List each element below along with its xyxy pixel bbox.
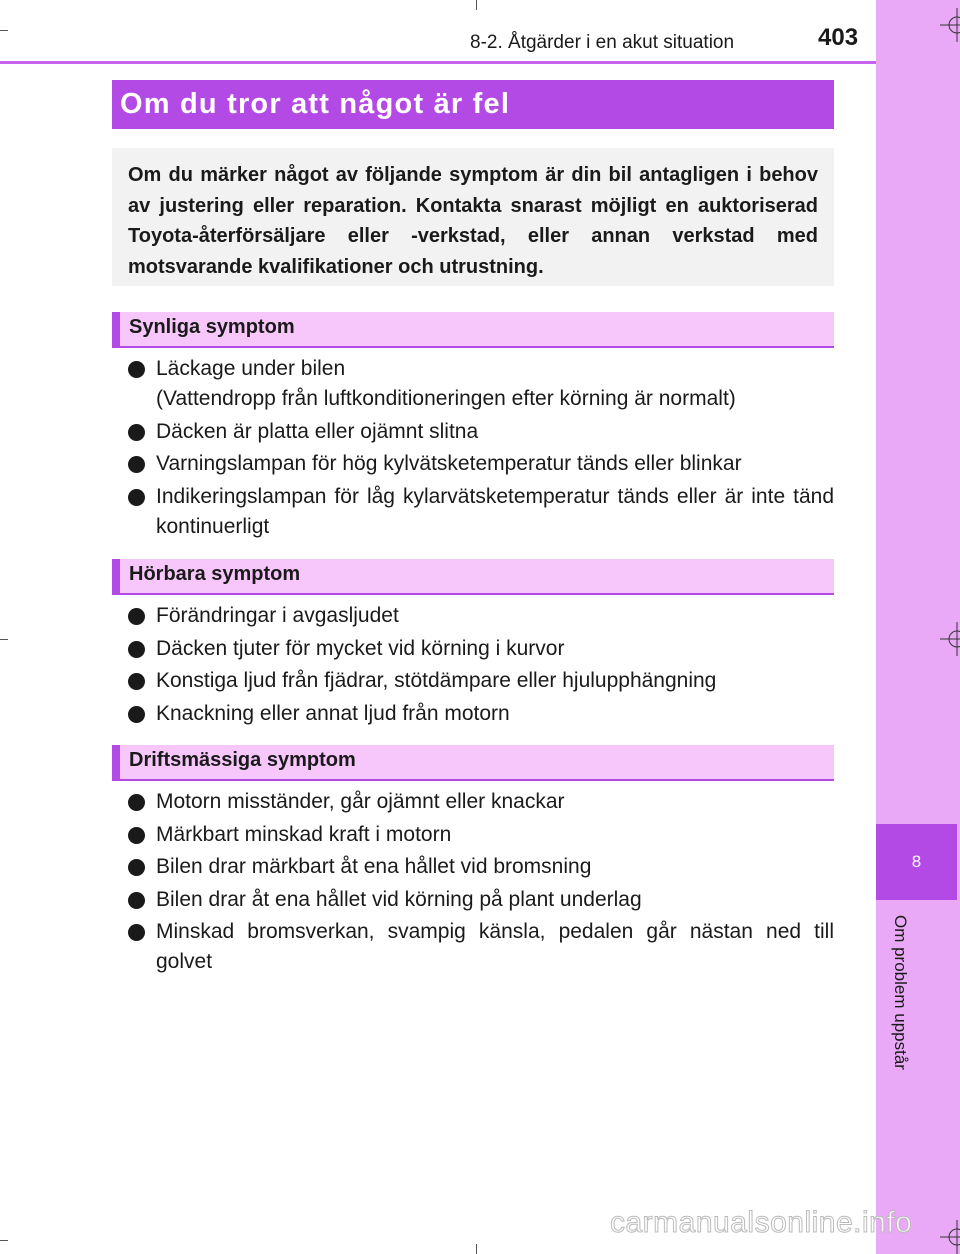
list-item-text: Märkbart minskad kraft i motorn xyxy=(156,822,452,846)
section-label: 8-2. Åtgärder i en akut situation xyxy=(470,32,735,53)
list-item xyxy=(128,852,834,882)
heading-accent-bar xyxy=(112,559,120,593)
bullet-icon xyxy=(128,673,145,690)
list-item xyxy=(128,885,834,915)
list-item xyxy=(128,699,834,729)
crop-mark xyxy=(0,30,8,31)
bullet-icon xyxy=(128,827,145,844)
list-item-text: Varningslampan för hög kylvätsketemperatur tänds eller blinkar xyxy=(156,452,742,475)
list-item-text: Däcken tjuter för mycket vid körning i kurvor xyxy=(156,636,565,660)
section-heading xyxy=(112,312,834,348)
registration-mark-icon xyxy=(940,622,960,656)
bullet-list xyxy=(128,601,834,731)
bullet-icon xyxy=(128,706,145,723)
header-rule xyxy=(0,61,876,64)
page-number: 403 xyxy=(818,24,859,51)
watermark: carmanualsonline.info xyxy=(610,1206,913,1239)
bullet-icon xyxy=(128,456,145,473)
crop-mark xyxy=(0,639,8,640)
section-heading xyxy=(112,559,834,595)
bullet-icon xyxy=(128,489,145,506)
bullet-icon xyxy=(128,608,145,625)
list-item xyxy=(128,449,834,479)
crop-mark xyxy=(476,0,477,10)
bullet-icon xyxy=(128,924,145,941)
list-item-text: Läckage under bilen xyxy=(156,357,346,380)
list-item xyxy=(128,666,834,696)
chapter-label: Om problem uppstår xyxy=(891,915,910,1070)
list-item xyxy=(128,787,834,817)
registration-mark-icon xyxy=(940,1220,960,1254)
list-item-text: Motorn misständer, går ojämnt eller knackar xyxy=(156,790,565,813)
list-item xyxy=(128,917,834,977)
bullet-icon xyxy=(128,361,145,378)
section-heading-text: Synliga symptom xyxy=(129,316,295,338)
bullet-icon xyxy=(128,424,145,441)
list-item xyxy=(128,634,834,664)
bullet-list xyxy=(128,787,834,980)
list-item xyxy=(128,354,834,414)
list-item xyxy=(128,820,834,850)
list-item-text: Knackning eller annat ljud från motorn xyxy=(156,701,510,725)
list-item-text: Indikeringslampan för låg kylarvätsketemperatur tänds eller är inte tänd kontinuerligt xyxy=(156,484,834,538)
bullet-list xyxy=(128,354,834,544)
intro-box xyxy=(112,148,834,286)
section-heading-text: Hörbara symptom xyxy=(129,563,301,585)
registration-mark-icon xyxy=(940,8,960,42)
list-item-text: Bilen drar åt ena hållet vid körning på plant underlag xyxy=(156,887,642,911)
list-item-text: Konstiga ljud från fjädrar, stötdämpare eller hjulupphängning xyxy=(156,669,717,692)
chapter-number: 8 xyxy=(876,824,957,900)
list-item xyxy=(128,417,834,447)
section-heading-text: Driftsmässiga symptom xyxy=(129,749,356,771)
page-title: Om du tror att något är fel xyxy=(112,80,834,129)
list-item-text: Minskad bromsverkan, svampig känsla, pedalen går nästan ned till golvet xyxy=(156,920,834,973)
bullet-icon xyxy=(128,892,145,909)
bullet-icon xyxy=(128,641,145,658)
bullet-icon xyxy=(128,794,145,811)
list-item-text: Förändringar i avgasljudet xyxy=(156,604,399,627)
section-heading xyxy=(112,745,834,781)
heading-accent-bar xyxy=(112,745,120,779)
list-item xyxy=(128,601,834,631)
bullet-icon xyxy=(128,859,145,876)
list-item-text: Bilen drar märkbart åt ena hållet vid bromsning xyxy=(156,855,592,878)
crop-mark xyxy=(0,1240,8,1241)
crop-mark xyxy=(476,1244,477,1254)
list-item-text: Däcken är platta eller ojämnt slitna xyxy=(156,419,479,443)
list-item-note: (Vattendropp från luftkonditioneringen efter körning är normalt) xyxy=(156,387,736,410)
intro-text: Om du märker något av följande symptom är din bil antagligen i behov av justering eller reparation. Kontakta snarast möjligt en auktoriserad Toyota-återförsäljare eller -verkstad, eller annan verkstad med motsvarande kvalifikationer och utrustning. xyxy=(128,164,818,278)
heading-accent-bar xyxy=(112,312,120,346)
list-item xyxy=(128,482,834,542)
